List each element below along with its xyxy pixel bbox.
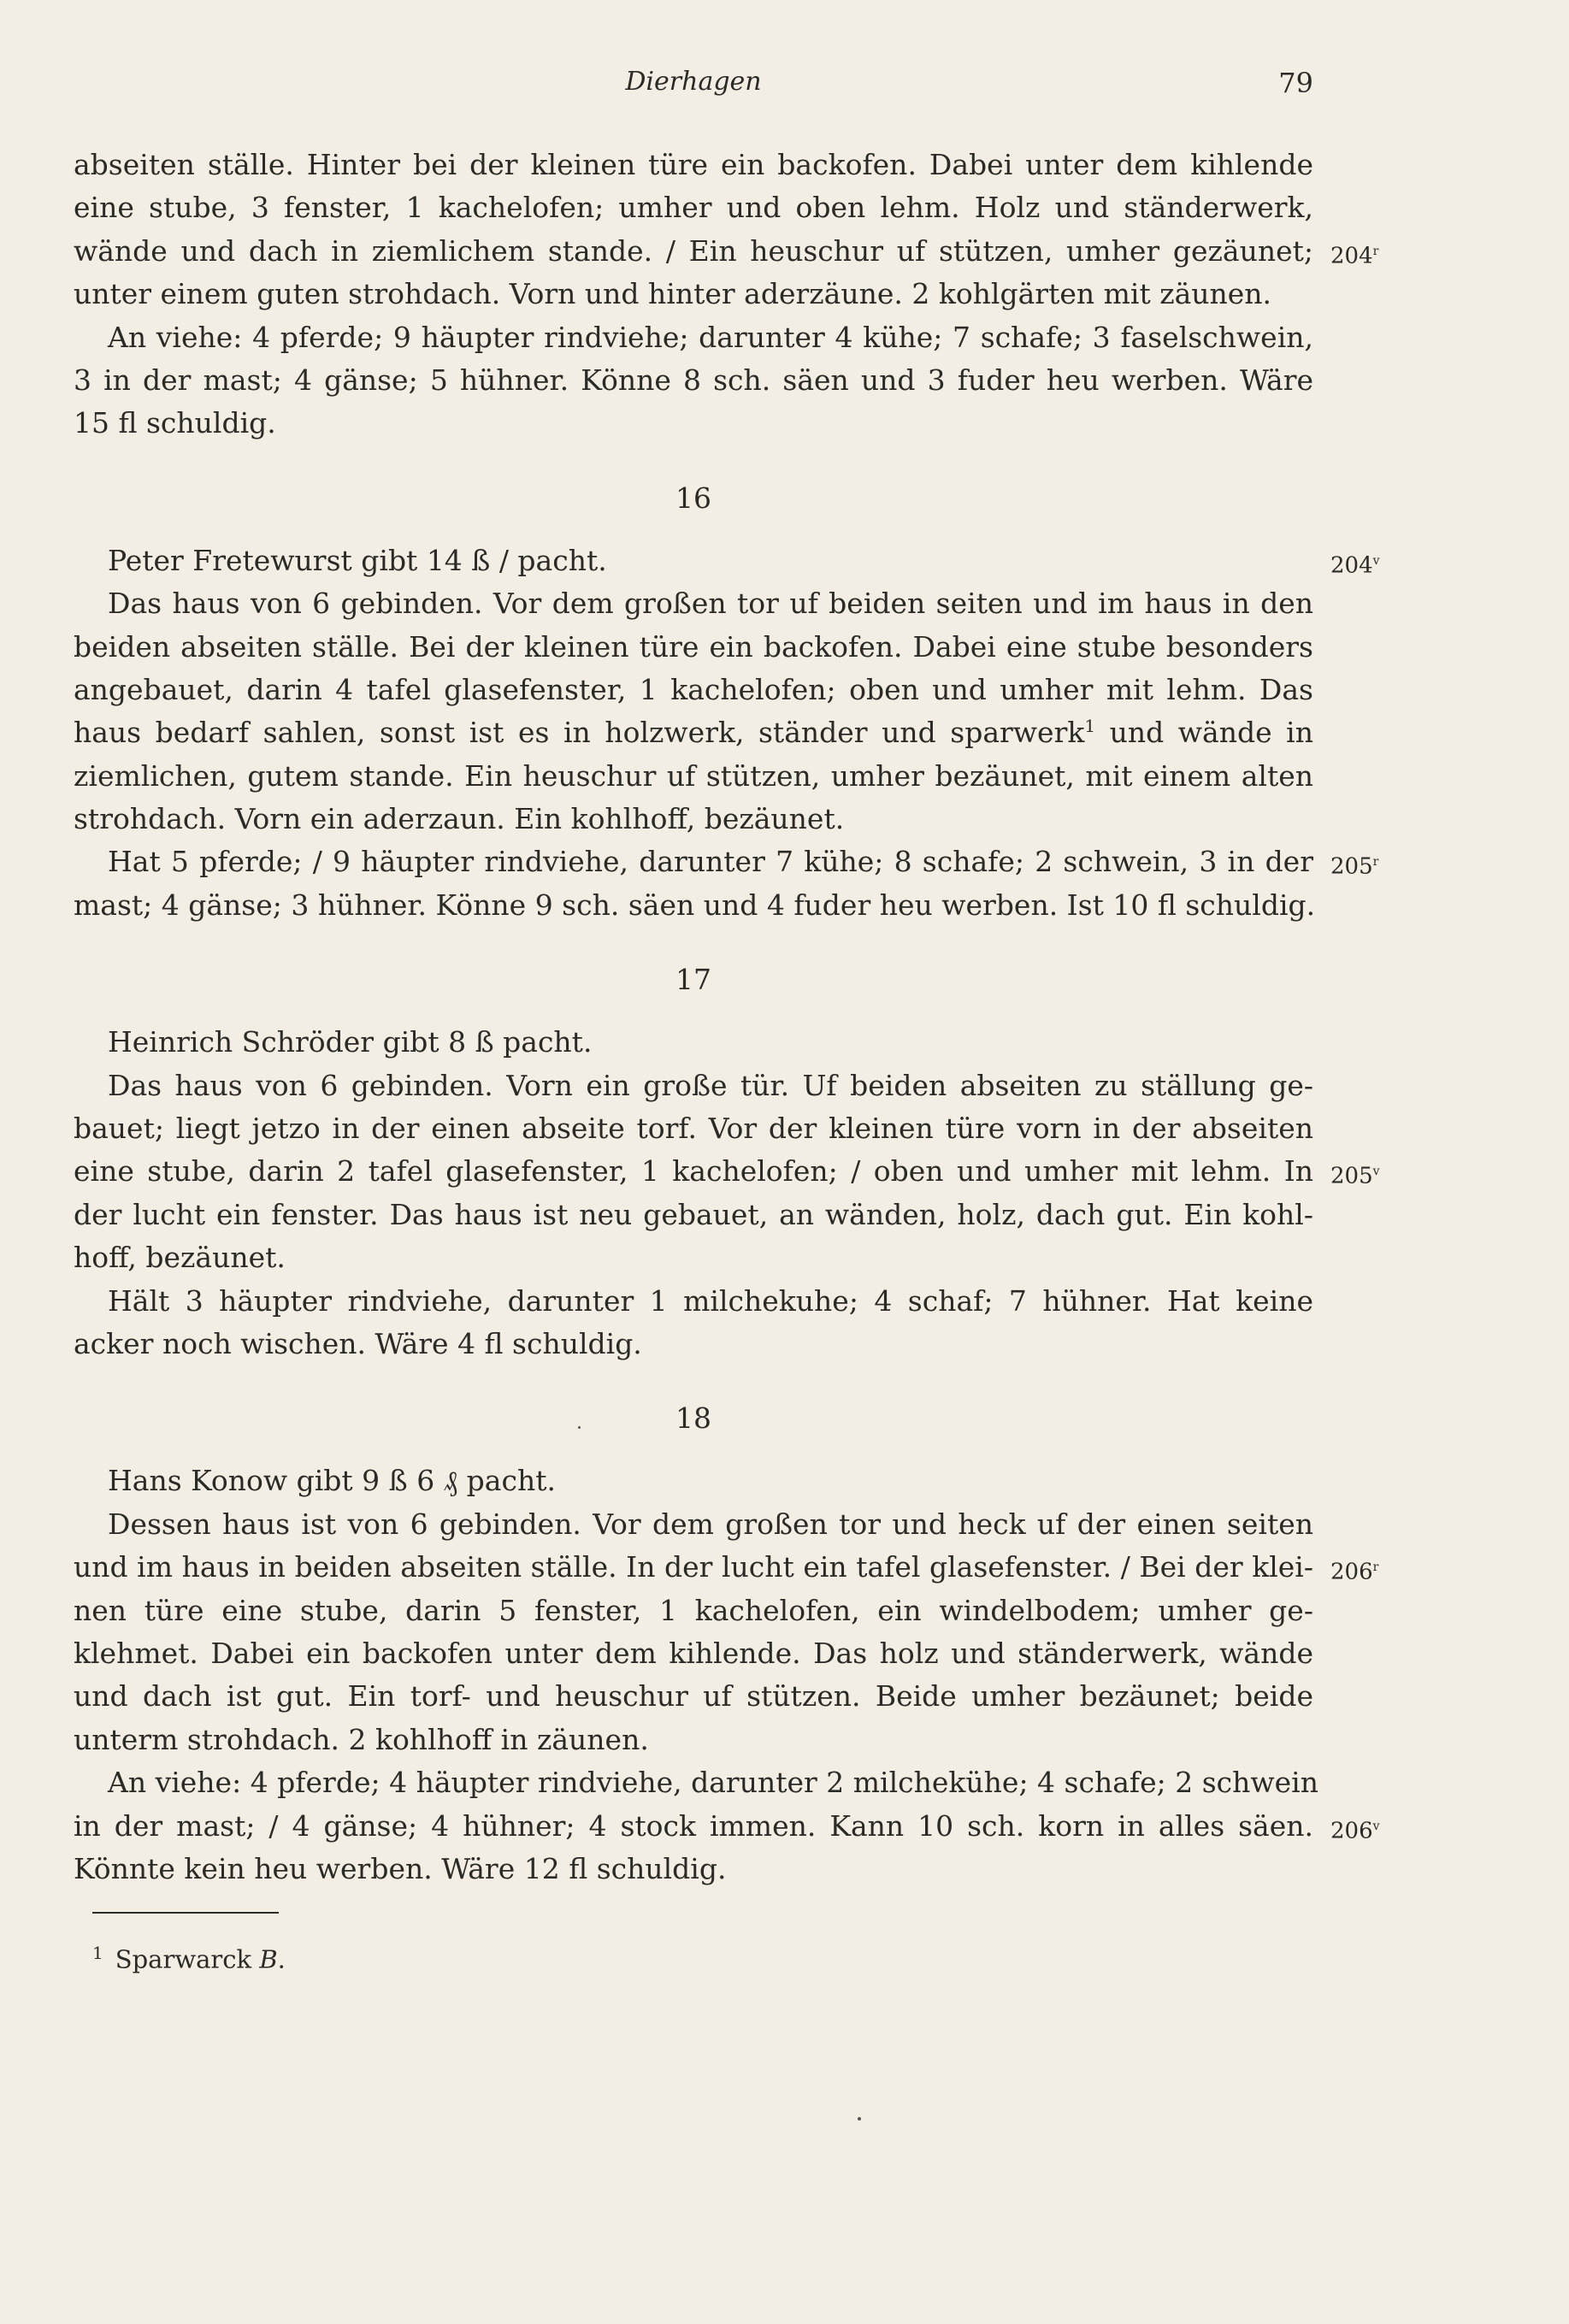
line-text: hoff, bezäunet. — [74, 1241, 286, 1275]
footnote — [92, 1934, 286, 1979]
folio-side: v — [1372, 553, 1380, 568]
line-text: Das haus von 6 gebinden. Vorn ein große tür. Uf beiden abseiten zu ställung ge- — [108, 1068, 1313, 1102]
text-line — [74, 359, 1313, 402]
text-line — [74, 626, 1313, 669]
folio-side: r — [1372, 244, 1379, 258]
line-text: Könnte kein heu werben. Wäre 12 fl schuldig. — [74, 1851, 727, 1885]
folio-number: 204 — [1330, 552, 1373, 579]
line-text: 15 fl schuldig. — [74, 406, 276, 440]
paragraph — [74, 1065, 1380, 1280]
text-line — [74, 582, 1313, 625]
text-line — [74, 1632, 1313, 1675]
paragraph — [74, 1503, 1379, 1761]
folio-side: r — [1372, 1560, 1379, 1575]
text-line — [74, 1590, 1313, 1632]
text-line — [74, 1150, 1380, 1193]
text-line — [74, 1546, 1379, 1589]
footnote-siglum: B — [259, 1944, 278, 1974]
line-text: Heinrich Schröder gibt 8 ß pacht. — [108, 1025, 593, 1059]
text-line — [74, 755, 1313, 798]
line-text: An viehe: 4 pferde; 9 häupter rindviehe; darunter 4 kühe; 7 schafe; 3 faselschwein, — [108, 320, 1313, 354]
line-text: beiden abseiten ställe. Bei der kleinen türe ein backofen. Dabei eine stube besonders — [74, 629, 1313, 664]
text-line — [74, 1675, 1313, 1718]
line-text: unter einem guten strohdach. Vorn und hinter aderzäune. 2 kohlgärten mit zäunen. — [74, 277, 1272, 311]
paragraph — [74, 582, 1313, 841]
folio-side: v — [1372, 1819, 1380, 1833]
line-text: haus bedarf sahlen, sonst ist es in holzwerk, ständer und sparwerk — [74, 716, 1085, 750]
line-text: 3 in der mast; 4 gänse; 5 hühner. Könne 8 sch. säen und 3 fuder heu werben. Wäre — [74, 363, 1313, 397]
folio-reference — [1330, 841, 1378, 888]
section-gap — [74, 1442, 1313, 1460]
running-title: Dierhagen — [625, 67, 762, 97]
text-line — [74, 540, 1380, 582]
main-text — [74, 144, 1380, 1890]
line-text: strohdach. Vorn ein aderzaun. Ein kohlhoff, bezäunet. — [74, 802, 845, 836]
section-number: 16 — [675, 481, 711, 515]
footnote-marker: 1 — [1084, 716, 1096, 737]
text-line — [74, 273, 1313, 316]
page-number: 79 — [1278, 67, 1313, 99]
line-text: klehmet. Dabei ein backofen unter dem kihlende. Das holz und ständerwerk, wände — [74, 1636, 1313, 1670]
line-text: Dessen haus ist von 6 gebinden. Vor dem großen tor und heck uf der einen seiten — [108, 1507, 1313, 1541]
line-text: abseiten ställe. Hinter bei der kleinen türe ein backofen. Dabei unter dem kihlende — [74, 148, 1313, 181]
paper-speck — [858, 2117, 861, 2121]
paragraph — [74, 144, 1379, 316]
paragraph — [74, 540, 1380, 582]
text-line — [74, 186, 1313, 229]
line-text: in der mast; / 4 gänse; 4 hühner; 4 stock immen. Kann 10 sch. korn in alles säen. — [74, 1808, 1313, 1843]
line-text-continued: und wände in — [1095, 716, 1313, 750]
folio-reference — [1330, 1805, 1380, 1853]
footnote-rule — [92, 1912, 279, 1914]
text-line — [74, 1719, 1313, 1761]
section-gap — [74, 445, 1313, 475]
text-line — [74, 1280, 1313, 1323]
folio-reference — [1330, 1150, 1380, 1198]
text-line — [74, 1848, 1313, 1890]
text-line — [74, 316, 1313, 359]
text-line — [74, 798, 1313, 841]
text-line — [74, 711, 1313, 754]
line-text: eine stube, darin 2 tafel glasefenster, 1 kachelofen; / oben und umher mit lehm. In — [74, 1154, 1313, 1189]
paper-speck — [578, 1426, 581, 1429]
folio-side: r — [1372, 855, 1379, 870]
folio-number: 206 — [1330, 1818, 1373, 1844]
text-line — [74, 1805, 1380, 1848]
line-text: nen türe eine stube, darin 5 fenster, 1 kachelofen, ein windelbodem; umher ge- — [74, 1593, 1313, 1627]
line-text: acker noch wischen. Wäre 4 fl schuldig. — [74, 1326, 642, 1360]
text-line — [74, 884, 1316, 927]
text-line — [74, 230, 1379, 273]
text-line — [74, 669, 1313, 711]
text-line — [74, 1236, 1313, 1279]
folio-number: 206 — [1330, 1559, 1373, 1585]
folio-number: 205 — [1330, 854, 1373, 881]
line-text: angebauet, darin 4 tafel glasefenster, 1 kachelofen; oben und umher mit lehm. Das — [74, 672, 1313, 706]
line-text: An viehe: 4 pferde; 4 häupter rindviehe, darunter 2 milchekühe; 4 schafe; 2 schwein — [108, 1766, 1318, 1800]
line-text: und im haus in beiden abseiten ställe. In der lucht ein tafel glasefenster. / Bei der klei- — [74, 1550, 1313, 1584]
line-text: wände und dach in ziemlichem stande. / Ein heuschur uf stützen, umher gezäunet; — [74, 233, 1313, 268]
text-line — [74, 1107, 1313, 1150]
text-line — [74, 1761, 1318, 1804]
section-gap — [74, 1365, 1313, 1395]
line-text: mast; 4 gänse; 3 hühner. Könne 9 sch. säen und 4 fuder heu werben. Ist 10 fl schuldig. — [74, 888, 1316, 922]
section-gap — [74, 1004, 1313, 1021]
line-text: Hans Konow gibt 9 ß 6 ₰ pacht. — [108, 1464, 556, 1498]
text-line — [74, 1323, 1313, 1365]
section-number: 18 — [675, 1401, 711, 1436]
paragraph — [74, 1280, 1313, 1366]
footnote-text: Sparwarck — [115, 1944, 260, 1974]
folio-reference — [1330, 1546, 1378, 1594]
line-text: Hält 3 häupter rindviehe, darunter 1 milchekuhe; 4 schaf; 7 hühner. Hat keine — [108, 1283, 1313, 1318]
text-line — [74, 402, 1313, 445]
text-line — [74, 144, 1313, 186]
line-text: und dach ist gut. Ein torf- und heuschur uf stützen. Beide umher bezäunet; beide — [74, 1679, 1313, 1714]
text-line — [74, 841, 1379, 883]
paragraph — [74, 316, 1313, 445]
line-text: unterm strohdach. 2 kohlhoff in zäunen. — [74, 1722, 649, 1756]
section-number: 17 — [675, 963, 711, 997]
paragraph — [74, 1021, 1313, 1064]
section-gap — [74, 927, 1313, 956]
line-text: eine stube, 3 fenster, 1 kachelofen; umher und oben lehm. Holz und ständerwerk, — [74, 191, 1313, 225]
folio-number: 204 — [1330, 243, 1373, 269]
text-line — [74, 1065, 1313, 1107]
folio-reference — [1330, 230, 1378, 278]
line-text: Peter Fretewurst gibt 14 ß / pacht. — [108, 543, 607, 577]
footnote-number: 1 — [92, 1943, 103, 1963]
line-text: Hat 5 pferde; / 9 häupter rindviehe, darunter 7 kühe; 8 schafe; 2 schwein, 3 in der — [108, 845, 1313, 879]
section-gap — [74, 522, 1313, 540]
folio-number: 205 — [1330, 1164, 1373, 1190]
page-header — [74, 67, 1313, 109]
paragraph — [74, 1460, 1313, 1502]
folio-reference — [1330, 540, 1380, 587]
footnote-text-after: . — [277, 1944, 286, 1974]
text-line — [74, 1460, 1313, 1502]
line-text: der lucht ein fenster. Das haus ist neu gebauet, an wänden, holz, dach gut. Ein kohl- — [74, 1197, 1313, 1231]
line-text: bauet; liegt jetzo in der einen abseite torf. Vor der kleinen türe vorn in der abseiten — [74, 1112, 1313, 1146]
line-text: ziemlichen, gutem stande. Ein heuschur uf stützen, umher bezäunet, mit einem alten — [74, 758, 1313, 793]
paragraph — [74, 841, 1379, 927]
text-line — [74, 1503, 1313, 1546]
paragraph — [74, 1761, 1380, 1890]
line-text: Das haus von 6 gebinden. Vor dem großen tor uf beiden seiten und im haus in den — [108, 587, 1313, 621]
text-line — [74, 1021, 1313, 1064]
text-line — [74, 1194, 1313, 1236]
folio-side: v — [1372, 1165, 1380, 1179]
